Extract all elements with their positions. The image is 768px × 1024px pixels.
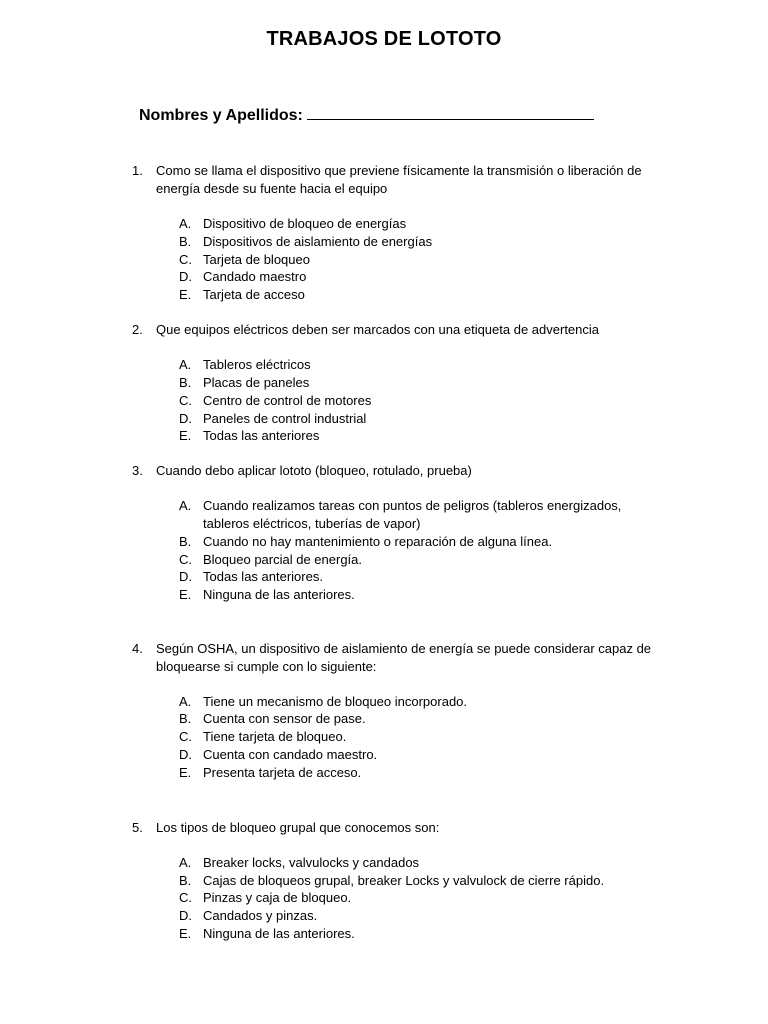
option-letter: B. [179,534,192,549]
option-letter: A. [179,357,192,372]
option-text: Cuando realizamos tareas con puntos de peligros (tableros energizados, tableros eléctricos, tuberías de vapor) [203,498,622,531]
option-letter: E. [179,587,192,602]
question-number: 1. [132,163,143,178]
option-text: Candados y pinzas. [203,908,318,923]
option-letter: B. [179,711,192,726]
option-letter: A. [179,498,192,513]
name-field-row [139,104,594,125]
option-text: Tableros eléctricos [203,357,311,372]
question-text: Cuando debo aplicar lototo (bloqueo, rotulado, prueba) [156,463,472,478]
option-text: Ninguna de las anteriores. [203,587,355,602]
question-text: Que equipos eléctricos deben ser marcados con una etiqueta de advertencia [156,322,600,337]
option-letter: E. [179,287,192,302]
option-letter: D. [179,908,192,923]
option-text: Tiene un mecanismo de bloqueo incorporado. [203,694,468,709]
option-letter: C. [179,552,192,567]
option-text: Centro de control de motores [203,393,372,408]
option-text: Todas las anteriores [203,428,320,443]
question-text: Según OSHA, un dispositivo de aislamiento de energía se puede considerar capaz de bloquearse si cumple con lo siguiente: [156,641,652,674]
option-letter: A. [179,855,192,870]
option-letter: B. [179,873,192,888]
option-letter: B. [179,375,192,390]
question-number: 4. [132,641,143,656]
option-letter: C. [179,890,192,905]
option-text: Dispositivos de aislamiento de energías [203,234,433,249]
option-text: Ninguna de las anteriores. [203,926,355,941]
option-letter: C. [179,252,192,267]
option-text: Paneles de control industrial [203,411,367,426]
option-text: Dispositivo de bloqueo de energías [203,216,407,231]
option-letter: A. [179,694,192,709]
question-text: Los tipos de bloqueo grupal que conocemos son: [156,820,440,835]
option-text: Candado maestro [203,269,307,284]
option-text: Tarjeta de bloqueo [203,252,310,267]
option-letter: D. [179,411,192,426]
question-number: 2. [132,322,143,337]
option-letter: A. [179,216,192,231]
question-text: Como se llama el dispositivo que previene físicamente la transmisión o liberación de energía desde su fuente hacia el equipo [156,163,642,196]
option-text: Breaker locks, valvulocks y candados [203,855,420,870]
option-letter: B. [179,234,192,249]
name-underline[interactable] [307,104,594,120]
option-letter: E. [179,765,192,780]
option-text: Todas las anteriores. [203,569,323,584]
option-letter: E. [179,926,192,941]
question-number: 5. [132,820,143,835]
option-letter: E. [179,428,192,443]
option-text: Tiene tarjeta de bloqueo. [203,729,347,744]
option-text: Cuando no hay mantenimiento o reparación de alguna línea. [203,534,553,549]
option-text: Pinzas y caja de bloqueo. [203,890,352,905]
option-letter: D. [179,569,192,584]
option-letter: D. [179,269,192,284]
option-text: Presenta tarjeta de acceso. [203,765,362,780]
option-text: Cuenta con candado maestro. [203,747,378,762]
option-letter: C. [179,729,192,744]
question-number: 3. [132,463,143,478]
option-text: Cajas de bloqueos grupal, breaker Locks y valvulock de cierre rápido. [203,873,605,888]
option-text: Cuenta con sensor de pase. [203,711,366,726]
option-text: Bloqueo parcial de energía. [203,552,363,567]
option-text: Placas de paneles [203,375,310,390]
name-label: Nombres y Apellidos: [139,107,303,124]
option-letter: C. [179,393,192,408]
option-letter: D. [179,747,192,762]
page-title: TRABAJOS DE LOTOTO [266,28,502,50]
option-text: Tarjeta de acceso [203,287,305,302]
